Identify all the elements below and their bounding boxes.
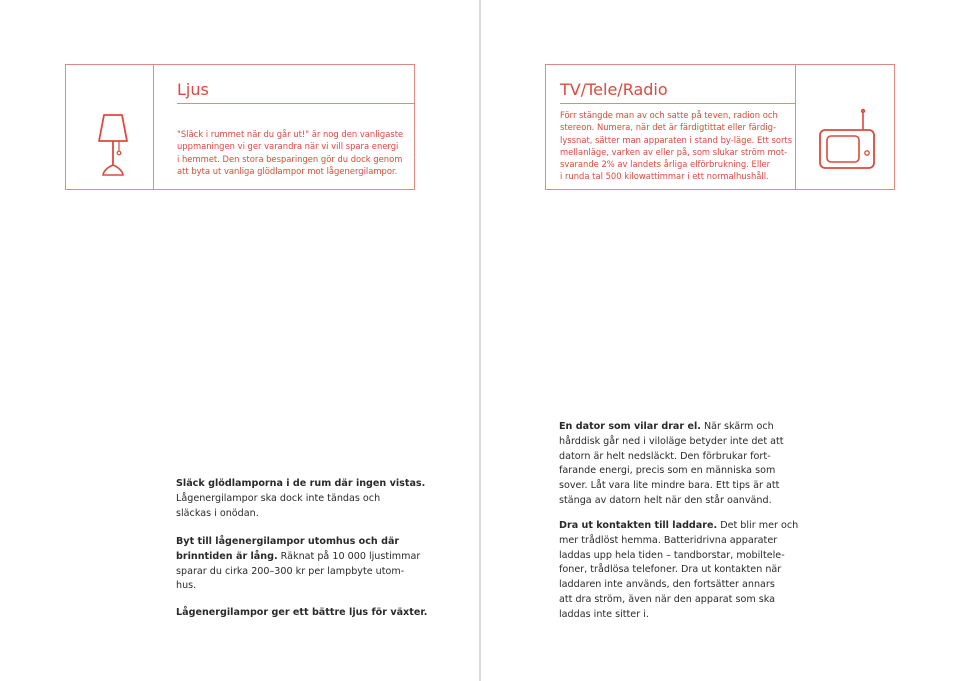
- tv-box-line: Förr stängde man av och satte på teven, radion och: [560, 110, 778, 120]
- right-tip-2: [559, 519, 798, 623]
- right-tip-1-text: När skärm och: [700, 421, 774, 432]
- tv-box-line: lyssnat, sätter man apparaten i stand by-läge. Ett sorts: [560, 134, 793, 145]
- right-tip-2-line: mer trådlöst hemma. Batteridrivna apparater: [559, 534, 778, 546]
- left-tip-2-heading: brinntiden är lång.: [176, 550, 278, 562]
- right-tip-2-heading: Dra ut kontakten till laddare.: [559, 520, 718, 531]
- light-box-text: [177, 128, 403, 177]
- light-box-divider: [153, 65, 154, 189]
- tv-box-divider: [795, 65, 796, 189]
- left-tip-1-line: släckas i onödan.: [176, 507, 259, 519]
- left-tip-2-heading: Byt till lågenergilampor utomhus och där: [176, 536, 400, 547]
- tv-info-box: [545, 64, 895, 190]
- right-tip-2-line: att dra ström, även när den apparat som ska: [559, 593, 775, 605]
- tv-box-title-rule: [560, 103, 796, 104]
- right-tip-1-line: sover. Låt vara lite mindre bara. Ett tips är att: [559, 480, 780, 492]
- tv-box-line: stereon. Numera, när det är färdigtittat eller färdig-: [560, 122, 776, 133]
- left-tip-1-heading: Släck glödlamporna i de rum där ingen vistas.: [176, 478, 426, 489]
- light-box-line: att byta ut vanliga glödlampor mot lågenergilampor.: [177, 165, 398, 176]
- right-tip-2-line: laddas inte sitter i.: [559, 608, 649, 620]
- right-tip-1: [559, 420, 784, 509]
- tv-box-line: svarande 2% av landets årliga elförbrukning. Eller: [560, 159, 771, 170]
- tv-icon: [818, 108, 878, 172]
- right-tip-2-line: foner, trådlösa telefoner. Dra ut kontakten när: [559, 564, 782, 576]
- left-tip-2-line: sparar du cirka 200–300 kr per lampbyte utom-: [176, 565, 405, 577]
- left-tip-2-line: hus.: [176, 580, 197, 592]
- tv-box-line: i runda tal 500 kilowattimmar i ett normalhushåll.: [560, 171, 769, 182]
- right-tip-1-line: stänga av datorn helt när den står oanvänd.: [559, 494, 772, 506]
- left-tip-3: [176, 606, 427, 621]
- light-box-line: "Släck i rummet när du går ut!" är nog den vanligaste: [177, 129, 404, 139]
- left-tip-2: [176, 535, 420, 594]
- light-info-box: [65, 64, 415, 190]
- right-tip-1-line: farande energi, precis som en människa som: [559, 465, 776, 477]
- light-box-title: Ljus: [177, 80, 209, 99]
- left-tip-2-text: Räknat på 10 000 ljustimmar: [277, 550, 421, 562]
- right-tip-2-text: Det blir mer och: [717, 520, 799, 531]
- tv-box-title: TV/Tele/Radio: [560, 80, 668, 99]
- lamp-icon: [94, 113, 134, 185]
- light-box-line: uppmaningen vi ger varandra när vi vill spara energi: [177, 141, 399, 152]
- light-box-title-rule: [177, 103, 414, 104]
- left-tip-1: [176, 477, 425, 521]
- left-tip-1-line: Lågenergilampor ska dock inte tändas och: [176, 492, 381, 504]
- left-tip-3-heading: Lågenergilampor ger ett bättre ljus för växter.: [176, 607, 428, 618]
- light-box-line: i hemmet. Den stora besparingen gör du dock genom: [177, 153, 403, 164]
- right-tip-1-line: datorn är helt nedsläckt. Den förbrukar fort-: [559, 450, 771, 462]
- right-tip-2-line: laddas upp hela tiden – tandborstar, mobiltele-: [559, 549, 785, 561]
- right-tip-1-line: hårddisk går ned i viloläge betyder inte det att: [559, 435, 784, 447]
- tv-box-text: [560, 109, 792, 183]
- tv-box-line: mellanläge, varken av eller på, som slukar ström mot-: [560, 146, 788, 157]
- right-tip-2-line: laddaren inte används, den fortsätter annars: [559, 579, 775, 591]
- right-tip-1-heading: En dator som vilar drar el.: [559, 421, 701, 432]
